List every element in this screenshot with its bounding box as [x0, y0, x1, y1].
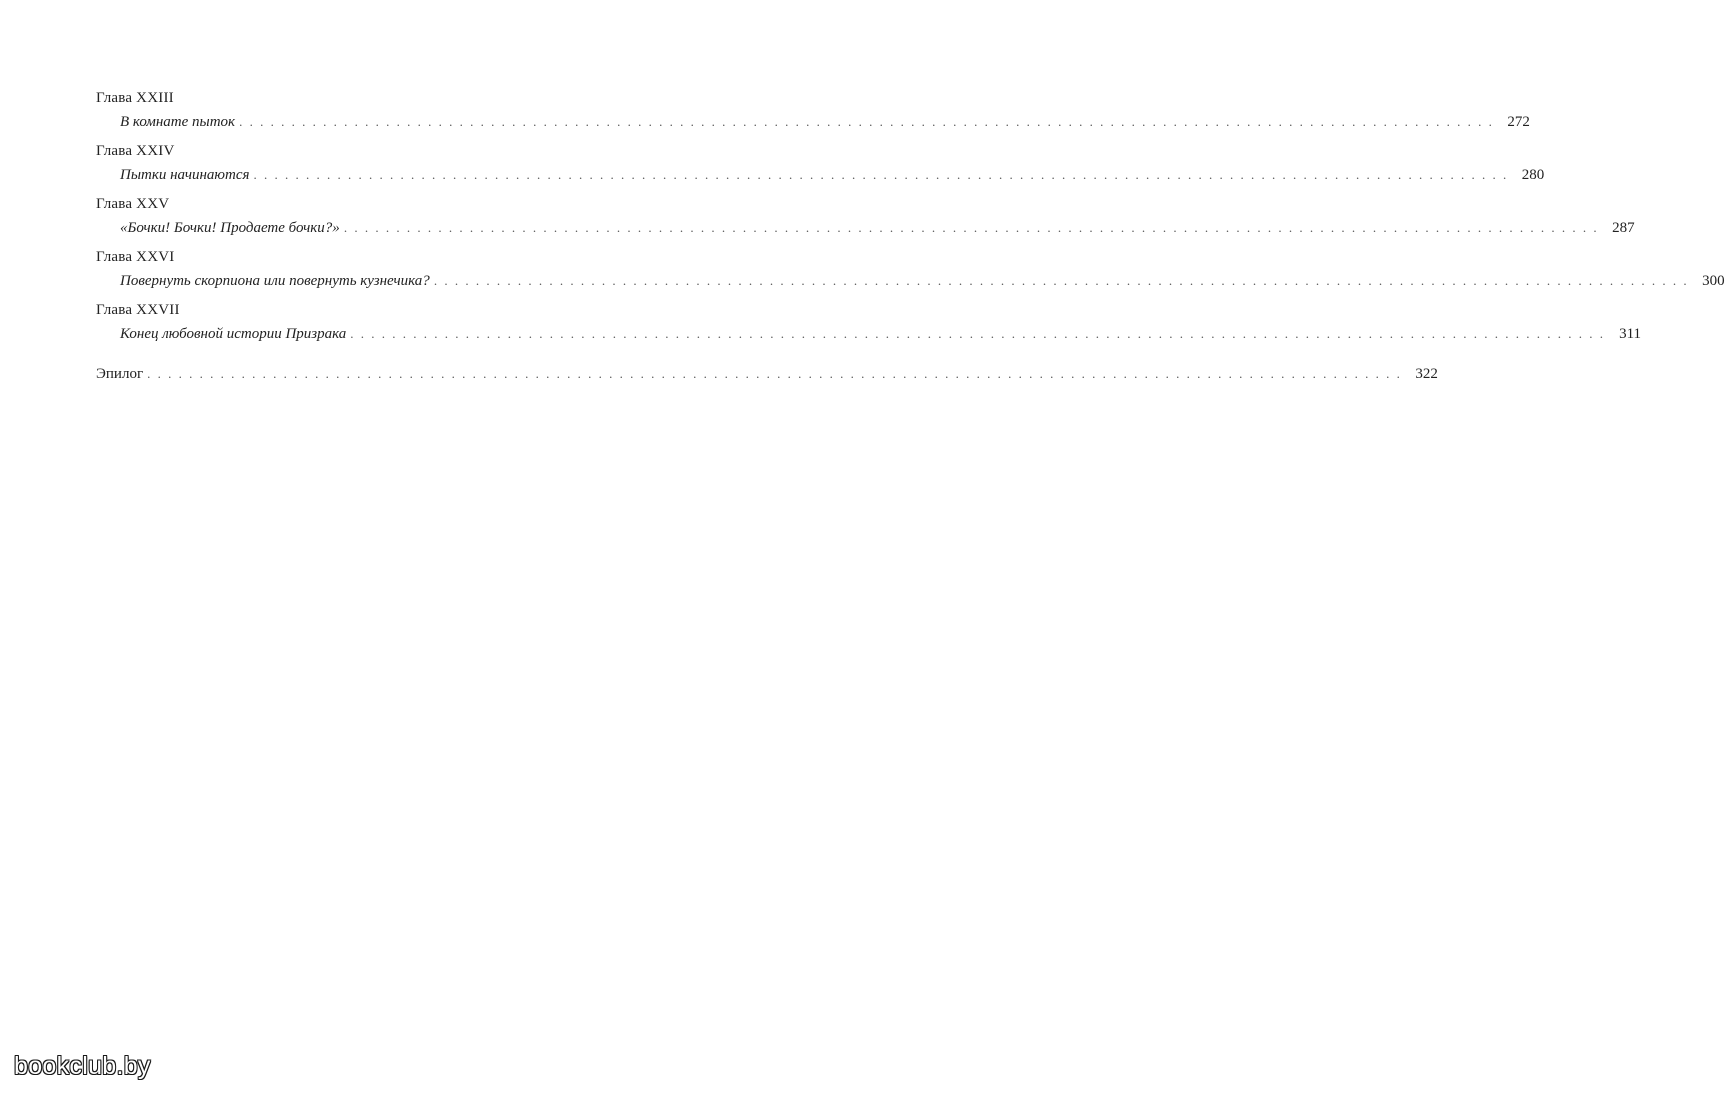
chapter-label: Глава XXIV [96, 143, 175, 159]
page-number: 280 [1521, 167, 1545, 183]
chapter-label: Глава XXVI [96, 249, 175, 265]
toc-entry[interactable] [96, 110, 1530, 134]
chapter-label: Глава XXVII [96, 302, 180, 318]
page-number: 272 [1507, 114, 1530, 130]
page-number: 322 [1415, 366, 1438, 382]
dot-leader: . . . . . . . . . . . . . . . . . . . . . . . . . . . . . . . . . . . . . . . . . . . . . . . . . . . . . . . . . . . . . . . . . . . . . . . . . . . . . . . . . . . . . . . . . . . . . . . . . . . . . . . . . . . . . . . . . . . . . . . . [343, 220, 1599, 235]
toc-chapter-26 [96, 245, 1725, 293]
toc-epilogue[interactable] [96, 362, 1438, 386]
chapter-title: Пытки начинаются [120, 167, 250, 183]
toc-chapter-23 [96, 86, 1530, 134]
chapter-title: Повернуть скорпиона или повернуть кузнечика? [120, 273, 430, 289]
chapter-title: «Бочки! Бочки! Продаете бочки?» [120, 220, 340, 236]
page-number: 287 [1612, 220, 1635, 236]
toc-chapter-27 [96, 298, 1642, 346]
chapter-label: Глава XXV [96, 196, 170, 212]
dot-leader: . . . . . . . . . . . . . . . . . . . . . . . . . . . . . . . . . . . . . . . . . . . . . . . . . . . . . . . . . . . . . . . . . . . . . . . . . . . . . . . . . . . . . . . . . . . . . . . . . . . . . . . . . . . . . . . . . . . . . . . . [147, 366, 1402, 381]
epilogue-title: Эпилог [96, 366, 144, 382]
toc-chapter-25 [96, 192, 1635, 240]
toc-entry[interactable] [96, 163, 1545, 187]
dot-leader: . . . . . . . . . . . . . . . . . . . . . . . . . . . . . . . . . . . . . . . . . . . . . . . . . . . . . . . . . . . . . . . . . . . . . . . . . . . . . . . . . . . . . . . . . . . . . . . . . . . . . . . . . . . . . . . . . . . . . . . . [253, 167, 1509, 182]
toc-entry[interactable] [96, 216, 1635, 240]
page-number: 311 [1619, 326, 1642, 342]
chapter-title: В комнате пыток [120, 114, 236, 130]
page-number: 300 [1702, 273, 1725, 289]
dot-leader: . . . . . . . . . . . . . . . . . . . . . . . . . . . . . . . . . . . . . . . . . . . . . . . . . . . . . . . . . . . . . . . . . . . . . . . . . . . . . . . . . . . . . . . . . . . . . . . . . . . . . . . . . . . . . . . . . . . . . . . . [433, 273, 1689, 288]
dot-leader: . . . . . . . . . . . . . . . . . . . . . . . . . . . . . . . . . . . . . . . . . . . . . . . . . . . . . . . . . . . . . . . . . . . . . . . . . . . . . . . . . . . . . . . . . . . . . . . . . . . . . . . . . . . . . . . . . . . . . . . . [239, 114, 1494, 129]
table-of-contents [96, 86, 1725, 386]
chapter-title: Конец любовной истории Призрака [120, 326, 347, 342]
watermark-logo: bookclub.by [14, 1052, 151, 1080]
chapter-label: Глава XXIII [96, 90, 174, 106]
toc-entry[interactable] [96, 322, 1642, 346]
toc-entry[interactable] [96, 269, 1725, 293]
dot-leader: . . . . . . . . . . . . . . . . . . . . . . . . . . . . . . . . . . . . . . . . . . . . . . . . . . . . . . . . . . . . . . . . . . . . . . . . . . . . . . . . . . . . . . . . . . . . . . . . . . . . . . . . . . . . . . . . . . . . . . . . [350, 326, 1606, 341]
toc-chapter-24 [96, 139, 1545, 187]
